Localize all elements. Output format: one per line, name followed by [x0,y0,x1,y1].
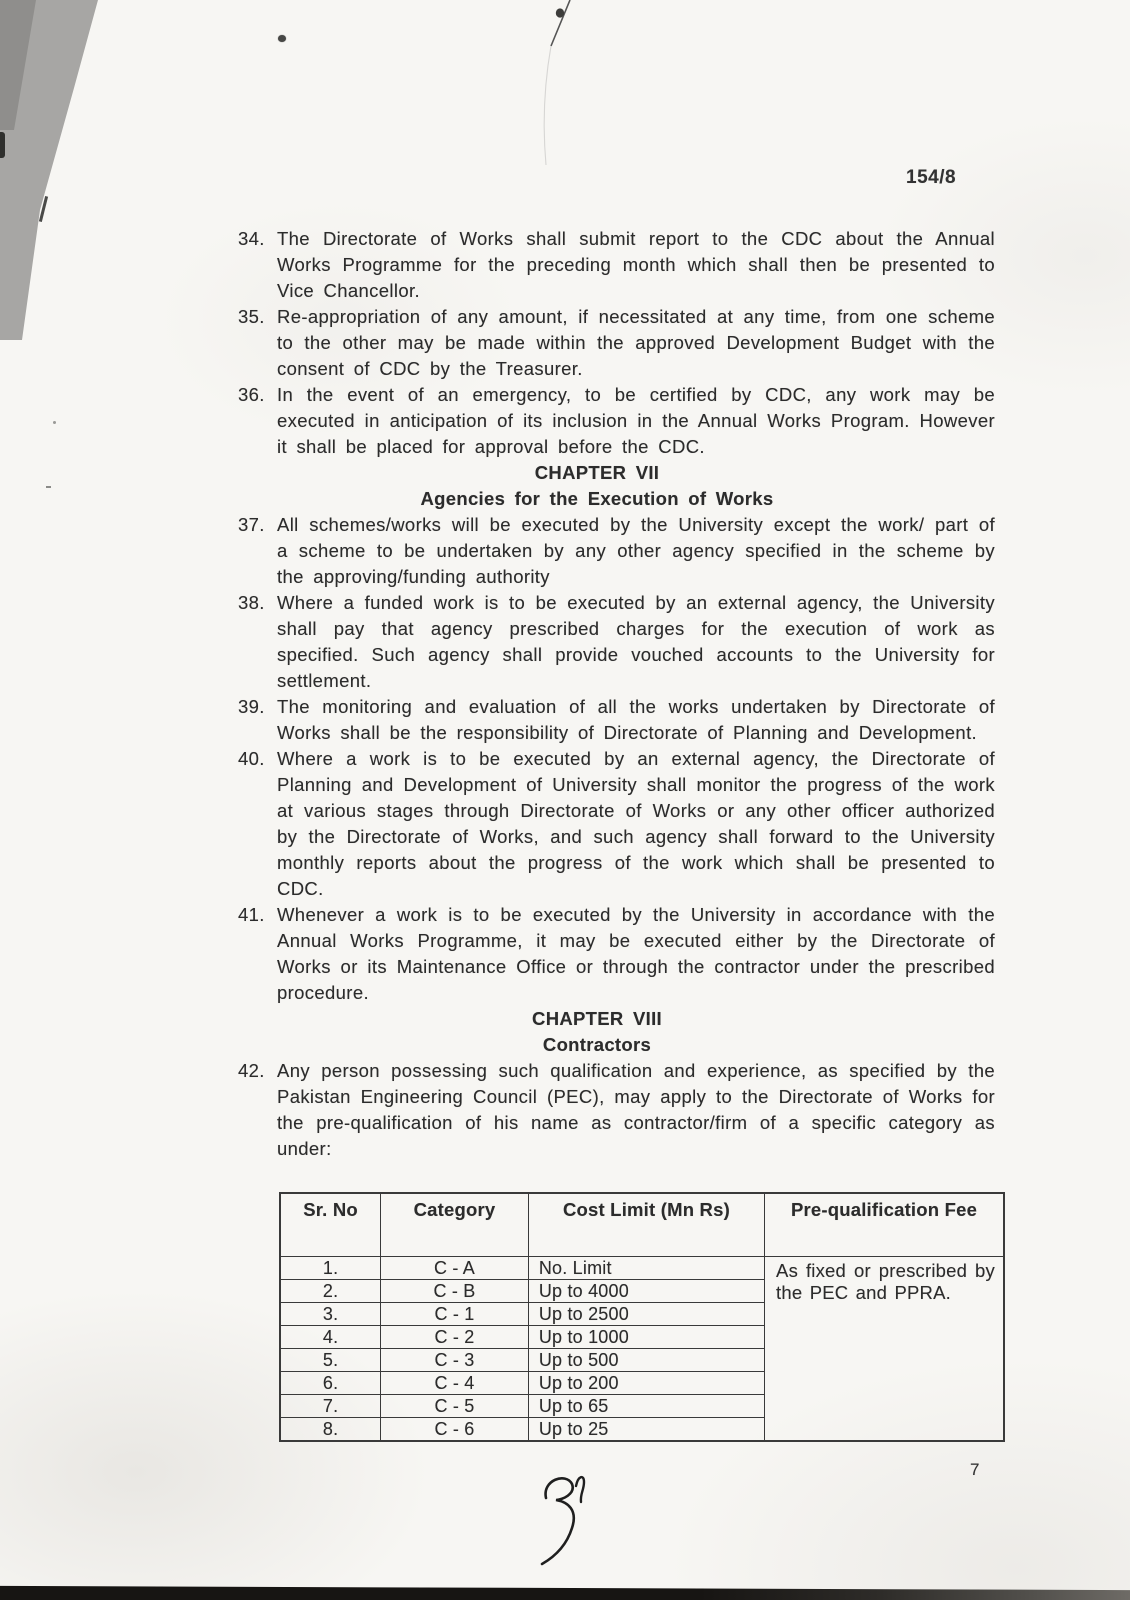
paragraph-text: In the event of an emergency, to be certified by CDC, any work may be executed in anticipation of its inclusion in the Annual Works Program. However it shall be placed for approval before the CDC. [277,384,995,457]
table-row [280,1257,1004,1280]
paragraph-42 [238,1058,995,1162]
paragraph-38 [238,590,995,694]
paragraph-37 [238,512,995,590]
cell-sr: 3. [280,1303,381,1326]
cell-sr: 2. [280,1280,381,1303]
cell-sr: 5. [280,1349,381,1372]
paragraph-text: Re-appropriation of any amount, if necessitated at any time, from one scheme to the other may be made within the approved Development Budget with the consent of CDC by the Treasurer. [277,306,995,379]
table-header-row [280,1193,1004,1257]
cell-sr: 4. [280,1326,381,1349]
cell-category: C - 2 [381,1326,529,1349]
cell-cost-limit: Up to 500 [528,1349,764,1372]
ink-dot [278,35,286,42]
contractor-categories-table [279,1192,1005,1442]
page-number: 7 [970,1460,980,1479]
cell-category: C - A [381,1257,529,1280]
paragraph-36 [238,382,995,460]
chapter-viii-title: CHAPTER VIII [532,1008,662,1029]
col-header-sr-no: Sr. No [280,1193,381,1257]
paragraph-text: The monitoring and evaluation of all the works undertaken by Directorate of Works shall be the responsibility of Directorate of Planning and Development. [277,696,995,743]
paragraph-34 [238,226,995,304]
paragraph-number: 35. [238,306,265,327]
document-body [238,226,995,1162]
cell-category: C - 1 [381,1303,529,1326]
cell-cost-limit: Up to 1000 [528,1326,764,1349]
cell-sr: 1. [280,1257,381,1280]
cell-category: C - 5 [381,1395,529,1418]
cell-category: C - B [381,1280,529,1303]
fee-note-cell: As fixed or prescribed by the PEC and PPRA. [765,1257,1004,1442]
paragraph-number: 40. [238,748,265,769]
col-header-prequalification-fee: Pre-qualification Fee [765,1193,1004,1257]
paragraph-text: Where a funded work is to be executed by an external agency, the University shall pay that agency prescribed charges for the execution of work as specified. Such agency shall provide vouched accounts to the University for settlement. [277,592,995,691]
paragraph-39 [238,694,995,746]
cell-cost-limit: Up to 25 [528,1418,764,1442]
paragraph-number: 42. [238,1060,265,1081]
pen-scratch-mark [540,0,580,170]
paragraph-number: 34. [238,228,265,249]
paragraph-number: 37. [238,514,265,535]
cell-sr: 6. [280,1372,381,1395]
cell-cost-limit: Up to 65 [528,1395,764,1418]
cell-cost-limit: Up to 200 [528,1372,764,1395]
chapter-vii-title: CHAPTER VII [534,462,660,483]
col-header-cost-limit: Cost Limit (Mn Rs) [528,1193,764,1257]
cell-cost-limit: Up to 2500 [528,1303,764,1326]
cell-category: C - 3 [381,1349,529,1372]
paragraph-41 [238,902,995,1006]
page-stamp: 154/8 [906,167,957,188]
paragraph-35 [238,304,995,382]
cell-category: C - 6 [381,1418,529,1442]
paragraph-text: The Directorate of Works shall submit report to the CDC about the Annual Works Programme for the preceding month which shall then be presented to Vice Chancellor. [277,228,995,301]
paragraph-text: Whenever a work is to be executed by the University in accordance with the Annual Works Programme, it may be executed either by the Directorate of Works or its Maintenance Office or through the contractor under the prescribed procedure. [277,904,995,1003]
paragraph-number: 39. [238,696,265,717]
scan-speck [46,486,51,488]
scan-bottom-band [0,1585,1130,1600]
paragraph-number: 36. [238,384,265,405]
cell-cost-limit: Up to 4000 [528,1280,764,1303]
cell-sr: 7. [280,1395,381,1418]
signature-mark [532,1470,594,1570]
paragraph-text: Where a work is to be executed by an external agency, the Directorate of Planning and Development of University shall monitor the progress of the work at various stages through Directorate of Works or any other officer authorized by the Directorate of Works, and such agency shall forward to the University monthly reports about the progress of the work which shall be presented to CDC. [277,748,995,899]
cell-sr: 8. [280,1418,381,1442]
cell-category: C - 4 [381,1372,529,1395]
scan-speck [53,421,56,424]
paragraph-text: Any person possessing such qualification and experience, as specified by the Pakistan Engineering Council (PEC), may apply to the Directorate of Works for the pre-qualification of his name as contractor/firm of a specific category as under: [277,1060,995,1159]
paragraph-number: 38. [238,592,265,613]
paragraph-number: 41. [238,904,265,925]
col-header-category: Category [381,1193,529,1257]
cell-cost-limit: No. Limit [528,1257,764,1280]
scan-edge-mark [0,132,5,158]
paragraph-text: All schemes/works will be executed by the University except the work/ part of a scheme to be undertaken by any other agency specified in the scheme by the approving/funding authority [277,514,995,587]
paragraph-40 [238,746,995,902]
chapter-vii-subtitle: Agencies for the Execution of Works [420,488,774,509]
chapter-viii-subtitle: Contractors [542,1034,652,1055]
